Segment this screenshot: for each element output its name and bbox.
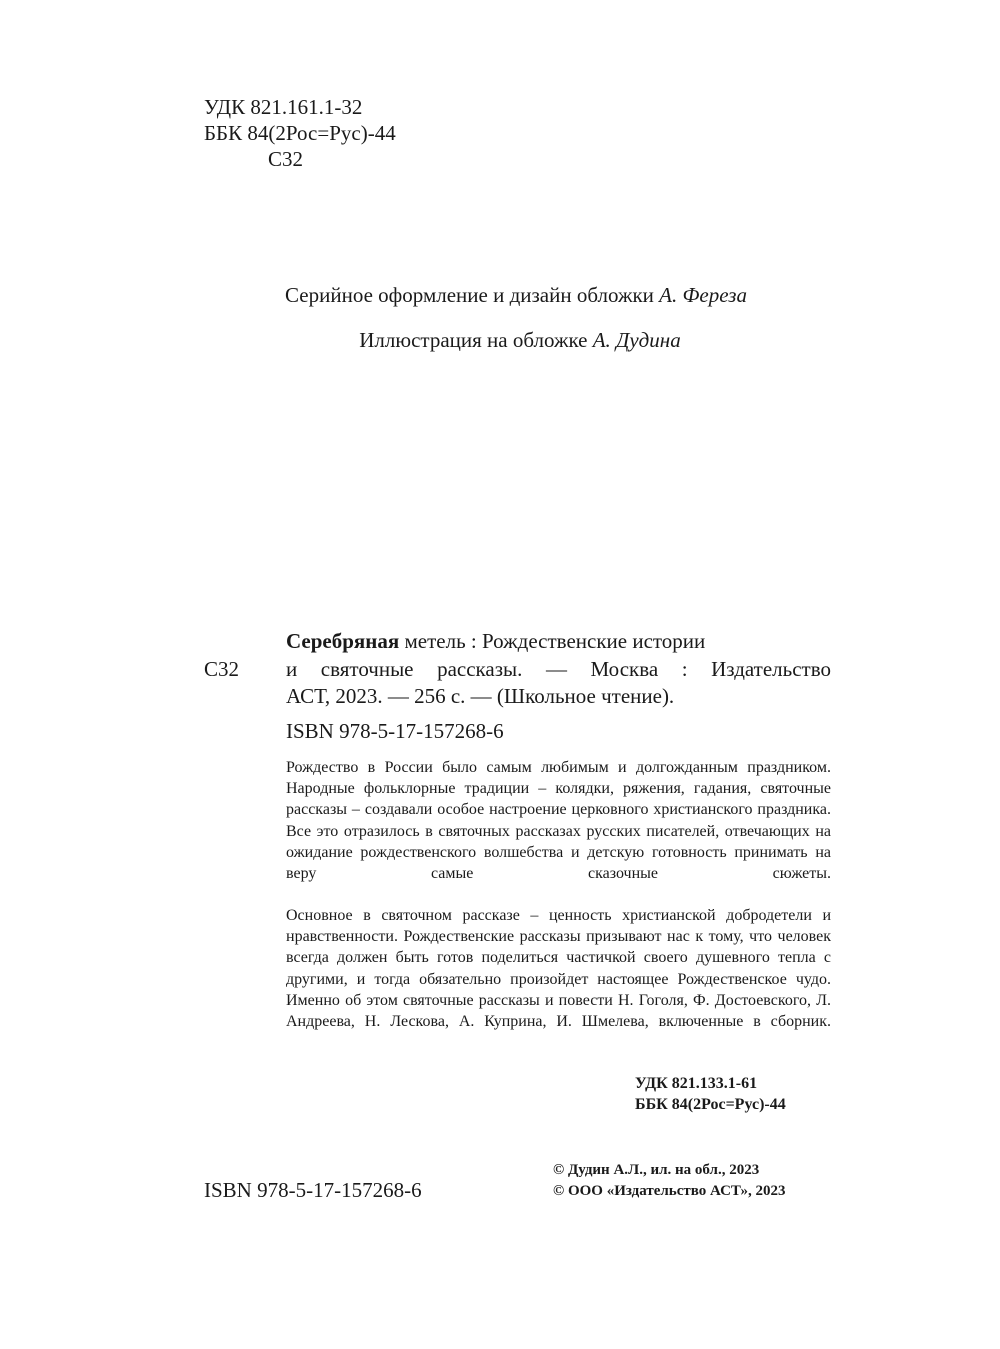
book-title-bold: Серебряная — [286, 629, 400, 653]
bib-isbn: ISBN 978-5-17-157268-6 — [286, 719, 504, 743]
bib-line-1 — [286, 628, 705, 654]
annotation-text-1: Рождество в России было самым любимым и долгожданным праздником. Народные фольклорные традиции – колядки, ряжения, гадания, святочные рассказы – создавали особое настроение церковного христианского праздника. Все это отразилось в святочных рассказах русских писателей, отвечающих на ожидание рождественского волшебства и детскую готовность принимать на веру самые сказочные сюжеты. — [286, 759, 831, 883]
udk-code: УДК 821.161.1-32 — [204, 95, 363, 119]
bbk-code-bottom: ББК 84(2Рос=Рус)-44 — [635, 1096, 786, 1113]
bib-line-3: АСТ, 2023. — 256 с. — (Школьное чтение). — [286, 684, 675, 708]
bib-sign: С32 — [204, 657, 240, 681]
annotation-text-2: Основное в святочном рассказе – ценность христианской добродетели и нравственности. Рождественские рассказы призывают нас к тому, что человек всегда должен быть готов поделиться частичкой своего душевного тепла с другими, и тогда обязательно произойдет настоящее Рождественское чудо. Именно об этом святочные рассказы и повести Н. Гоголя, Ф. Достоевского, Л. Андреева, Н. Лескова, А. Куприна, И. Шмелева, включенные в сборник. — [286, 907, 831, 1031]
copyright-illustrator: © Дудин А.Л., ил. на обл., 2023 — [553, 1162, 760, 1178]
design-credit — [0, 283, 1000, 308]
illustration-credit-name: А. Дудина — [592, 328, 681, 352]
bib-line-1-rest: метель : Рождественские истории — [399, 629, 706, 653]
footer-isbn: ISBN 978-5-17-157268-6 — [204, 1178, 422, 1202]
illustration-credit — [0, 328, 1000, 353]
copyright-publisher: © ООО «Издательство АСТ», 2023 — [553, 1183, 786, 1199]
annotation-paragraph-2 — [286, 905, 831, 1032]
bbk-code: ББК 84(2Рос=Рус)-44 — [204, 121, 396, 145]
author-sign: С32 — [268, 147, 304, 171]
annotation-paragraph-1 — [286, 757, 831, 884]
illustration-credit-text: Иллюстрация на обложке — [359, 328, 588, 352]
udk-code-bottom: УДК 821.133.1-61 — [635, 1075, 758, 1092]
design-credit-text: Серийное оформление и дизайн обложки — [285, 283, 654, 307]
design-credit-name: А. Фереза — [659, 283, 747, 307]
bib-line-2: и святочные рассказы. — Москва : Издательство — [286, 657, 831, 681]
